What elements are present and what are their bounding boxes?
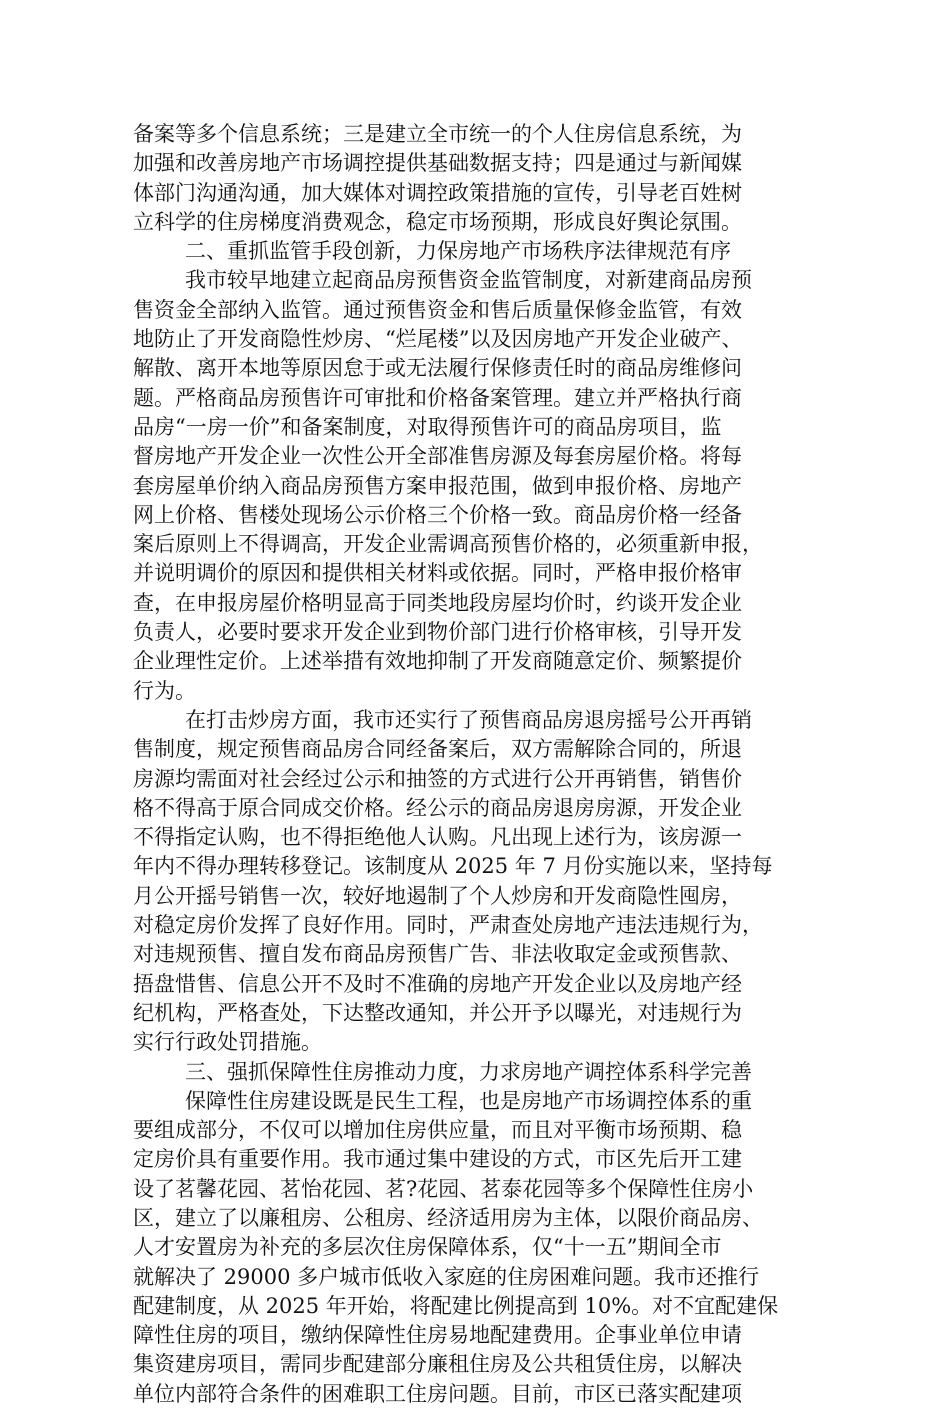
text-line: 要组成部分，不仅可以增加住房供应量，而且对平衡市场预期、稳 xyxy=(133,1118,742,1143)
text-line: 我市较早地建立起商品房预售资金监管制度，对新建商品房预 xyxy=(185,268,752,293)
text-line: 对稳定房价发挥了良好作用。同时，严肃查处房地产违法违规行为， xyxy=(133,913,763,938)
text-line: 单位内部符合条件的困难职工住房问题。目前，市区已落实配建项 xyxy=(133,1381,742,1406)
text-line: 集资建房项目，需同步配建部分廉租住房及公共租赁住房，以解决 xyxy=(133,1352,742,1377)
text-line: 保障性住房建设既是民生工程，也是房地产市场调控体系的重 xyxy=(185,1088,752,1113)
text-line: 解散、离开本地等原因怠于或无法履行保修责任时的商品房维修问 xyxy=(133,356,742,381)
text-line: 并说明调价的原因和提供相关材料或依据。同时，严格申报价格审 xyxy=(133,561,742,586)
text-line: 区，建立了以廉租房、公租房、经济适用房为主体，以限价商品房、 xyxy=(133,1205,763,1230)
document-body xyxy=(133,120,805,1409)
text-line: 年内不得办理转移登记。该制度从 2025 年 7 月份实施以来，坚持每 xyxy=(133,854,773,879)
text-line: 实行行政处罚措施。 xyxy=(133,1030,322,1055)
text-line: 定房价具有重要作用。我市通过集中建设的方式，市区先后开工建 xyxy=(133,1147,742,1172)
text-line: 对违规预售、擅自发布商品房预售广告、非法收取定金或预售款、 xyxy=(133,942,742,967)
text-line: 体部门沟通沟通，加大媒体对调控政策措施的宣传，引导老百姓树 xyxy=(133,180,742,205)
text-line: 套房屋单价纳入商品房预售方案申报范围，做到申报价格、房地产 xyxy=(133,473,742,498)
text-line: 品房“一房一价”和备案制度，对取得预售许可的商品房项目，监 xyxy=(133,414,722,439)
text-line: 房源均需面对社会经过公示和抽签的方式进行公开再销售，销售价 xyxy=(133,766,742,791)
text-line: 督房地产开发企业一次性公开全部准售房源及每套房屋价格。将每 xyxy=(133,444,742,469)
text-line: 行为。 xyxy=(133,678,196,703)
text-line: 不得指定认购，也不得拒绝他人认购。凡出现上述行为，该房源一 xyxy=(133,825,742,850)
text-line: 捂盘惜售、信息公开不及时不准确的房地产开发企业以及房地产经 xyxy=(133,971,742,996)
text-line: 就解决了 29000 多户城市低收入家庭的住房困难问题。我市还推行 xyxy=(133,1264,760,1289)
text-line: 案后原则上不得调高，开发企业需调高预售价格的，必须重新申报， xyxy=(133,532,763,557)
section-heading-line: 三、强抓保障性住房推动力度，力求房地产调控体系科学完善 xyxy=(185,1059,752,1084)
text-line: 在打击炒房方面，我市还实行了预售商品房退房摇号公开再销 xyxy=(185,707,752,732)
text-line: 配建制度，从 2025 年开始，将配建比例提高到 10%。对不宜配建保 xyxy=(133,1293,779,1318)
text-line: 障性住房的项目，缴纳保障性住房易地配建费用。企事业单位申请 xyxy=(133,1323,742,1348)
text-line: 网上价格、售楼处现场公示价格三个价格一致。商品房价格一经备 xyxy=(133,502,742,527)
text-line: 加强和改善房地产市场调控提供基础数据支持；四是通过与新闻媒 xyxy=(133,151,742,176)
text-line: 查，在申报房屋价格明显高于同类地段房屋均价时，约谈开发企业 xyxy=(133,590,742,615)
text-line: 月公开摇号销售一次，较好地遏制了个人炒房和开发商隐性囤房， xyxy=(133,883,742,908)
text-line: 题。严格商品房预售许可审批和价格备案管理。建立并严格执行商 xyxy=(133,385,742,410)
text-line: 人才安置房为补充的多层次住房保障体系，仅“十一五”期间全市 xyxy=(133,1235,722,1260)
text-line: 企业理性定价。上述举措有效地抑制了开发商随意定价、频繁提价 xyxy=(133,649,742,674)
text-line: 售制度，规定预售商品房合同经备案后，双方需解除合同的，所退 xyxy=(133,737,742,762)
text-line: 设了茗馨花园、茗怡花园、茗?花园、茗泰花园等多个保障性住房小 xyxy=(133,1176,754,1201)
text-line: 备案等多个信息系统；三是建立全市统一的个人住房信息系统，为 xyxy=(133,122,742,146)
section-heading-line: 二、重抓监管手段创新，力保房地产市场秩序法律规范有序 xyxy=(185,239,731,264)
text-line: 格不得高于原合同成交价格。经公示的商品房退房房源，开发企业 xyxy=(133,795,742,820)
text-line: 纪机构，严格查处，下达整改通知，并公开予以曝光，对违规行为 xyxy=(133,1000,742,1025)
text-line: 售资金全部纳入监管。通过预售资金和售后质量保修金监管，有效 xyxy=(133,297,742,322)
text-line: 负责人，必要时要求开发企业到物价部门进行价格审核，引导开发 xyxy=(133,620,742,645)
text-line: 地防止了开发商隐性炒房、“烂尾楼”以及因房地产开发企业破产、 xyxy=(133,327,743,352)
text-line: 立科学的住房梯度消费观念，稳定市场预期，形成良好舆论氛围。 xyxy=(133,209,742,234)
